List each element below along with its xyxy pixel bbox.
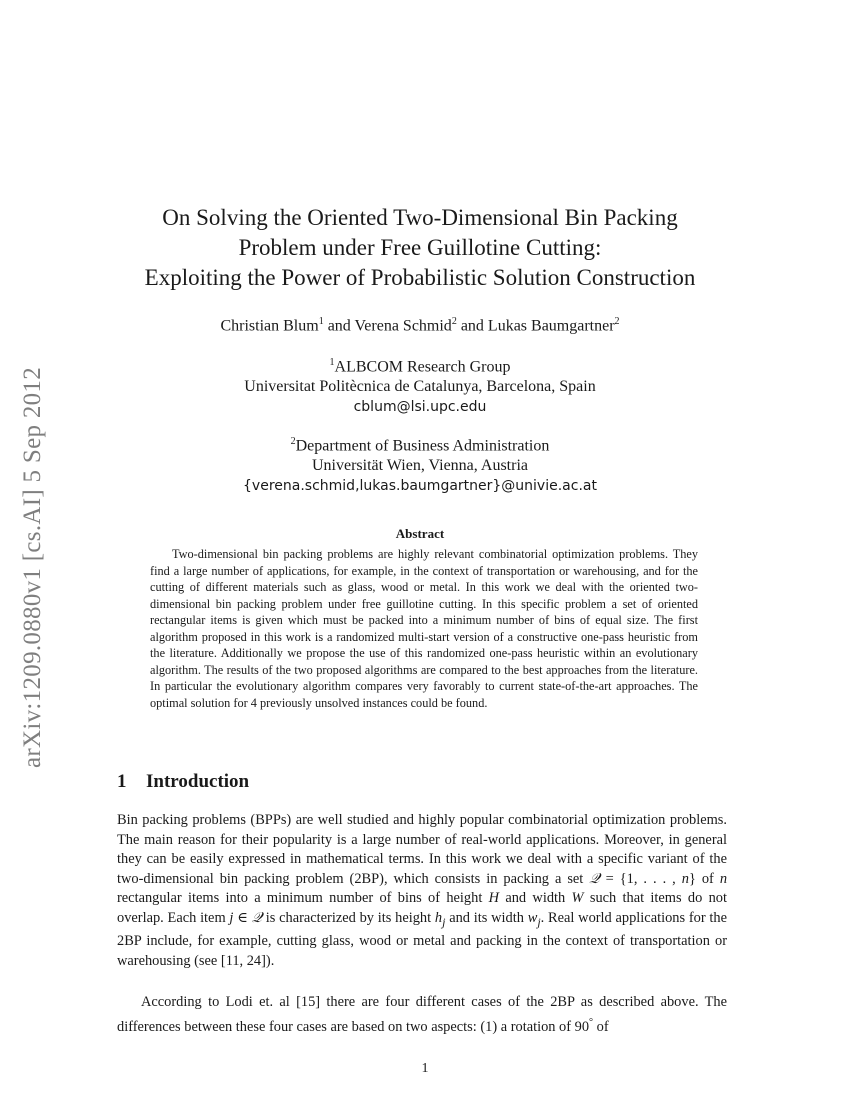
author-3-name: and Lukas Baumgartner — [456, 317, 615, 335]
intro-paragraph-1 — [117, 811, 727, 972]
title-line-2: Problem under Free Guillotine Cutting: — [238, 235, 602, 260]
math-symbol: n — [719, 870, 728, 887]
text-run: rectangular items into a minimum number of bins of height — [117, 890, 489, 907]
affiliation-1-group-text: ALBCOM Research Group — [334, 358, 511, 376]
math-symbol: w — [527, 909, 538, 926]
title-line-1: On Solving the Oriented Two-Dimensional Bin Packing — [162, 205, 678, 230]
math-symbol: 𝒬 — [251, 909, 262, 926]
affiliation-2-mark: 2 — [290, 436, 296, 447]
affiliation-2-group-text: Department of Business Administration — [295, 437, 550, 455]
arxiv-stamp: arXiv:1209.0880v1 [cs.AI] 5 Sep 2012 — [19, 366, 46, 768]
math-subscript: j — [442, 914, 446, 929]
affiliation-1-mark: 1 — [329, 357, 335, 368]
math-symbol: j — [229, 909, 234, 926]
title-line-3: Exploiting the Power of Probabilistic Solution Construction — [144, 265, 696, 290]
intro-paragraph-2 — [117, 993, 727, 1037]
affiliation-1-institution: Universitat Politècnica de Catalunya, Barcelona, Spain — [244, 378, 596, 396]
section-title: Introduction — [146, 771, 250, 792]
degree-symbol: ° — [589, 1016, 594, 1028]
affiliation-1-email[interactable]: cblum@lsi.upc.edu — [353, 399, 487, 416]
author-1-affil-mark: 1 — [318, 316, 324, 327]
affiliation-2-institution: Universität Wien, Vienna, Austria — [312, 457, 528, 475]
section-number: 1 — [117, 771, 127, 792]
math-subscript: j — [537, 914, 541, 929]
math-symbol: n — [681, 870, 689, 887]
text-run: ∈ — [233, 909, 252, 926]
math-symbol: h — [434, 909, 443, 926]
text-run: . Real world applications for the 2BP include, for example, cutting glass, wood or metal and packing in the context of transportation or warehousing (see [11, 24]). — [117, 909, 727, 970]
author-3-affil-mark: 2 — [614, 316, 620, 327]
text-run: and its width — [445, 909, 528, 926]
affiliation-1-group — [100, 353, 740, 377]
author-2-affil-mark: 2 — [451, 316, 457, 327]
paper-title — [100, 203, 740, 293]
text-run: such that items do not overlap. Each item — [117, 890, 727, 926]
text-run: and width — [499, 890, 572, 907]
text-run: = {1, . . . , — [599, 870, 682, 887]
math-symbol: W — [571, 890, 584, 907]
text-run: Bin packing problems (BPPs) are well studied and highly popular combinatorial optimization problems. The main reason for their popularity is a large number of real-world applications. Moreover, in general they can be easily expressed in mathematical terms. In this work we deal with a specific variant of the two-dimensional bin packing problem (2BP), which consists in packing a set — [117, 812, 727, 887]
text-run: } of — [688, 870, 720, 887]
text-run: of — [593, 1018, 609, 1035]
math-symbol: 𝒬 — [589, 870, 600, 887]
author-list — [100, 316, 740, 335]
abstract-heading: Abstract — [395, 526, 445, 541]
author-2-name: and Verena Schmid — [323, 317, 452, 335]
author-1-name: Christian Blum — [220, 317, 319, 335]
section-heading-introduction — [117, 771, 249, 793]
text-run: is characterized by its height — [261, 909, 435, 926]
affiliation-2 — [100, 432, 740, 496]
page-number: 1 — [421, 1061, 429, 1076]
affiliation-1 — [100, 353, 740, 417]
abstract-text: Two-dimensional bin packing problems are highly relevant combinatorial optimization problems. They find a large number of applications, for example, in the context of transportation or warehousing, and for the cutting of different materials such as glass, wood or metal. In this work we deal with the oriented two-dimensional bin packing problem under free guillotine cutting. In this specific problem a set of oriented rectangular items is given which must be packed into a minimum number of bins of equal size. The first algorithm proposed in this work is a randomized multi-start version of a constructive one-pass heuristic from the literature. Additionally we propose the use of this randomized one-pass heuristic within an evolutionary algorithm. The results of the two proposed algorithms are compared to the best approaches from the literature. In particular the evolutionary algorithm compares very favorably to current state-of-the-art approaches. The optimal solution for 4 previously unsolved instances could be found. — [150, 547, 698, 710]
text-run: According to Lodi et. al [15] there are four different cases of the 2BP as described above. The differences between these four cases are based on two aspects: (1) a rotation of 90 — [117, 994, 727, 1035]
affiliation-2-group — [100, 432, 740, 456]
affiliation-2-email[interactable]: {verena.schmid,lukas.baumgartner}@univie.ac.at — [243, 478, 597, 495]
math-symbol: H — [488, 890, 500, 907]
